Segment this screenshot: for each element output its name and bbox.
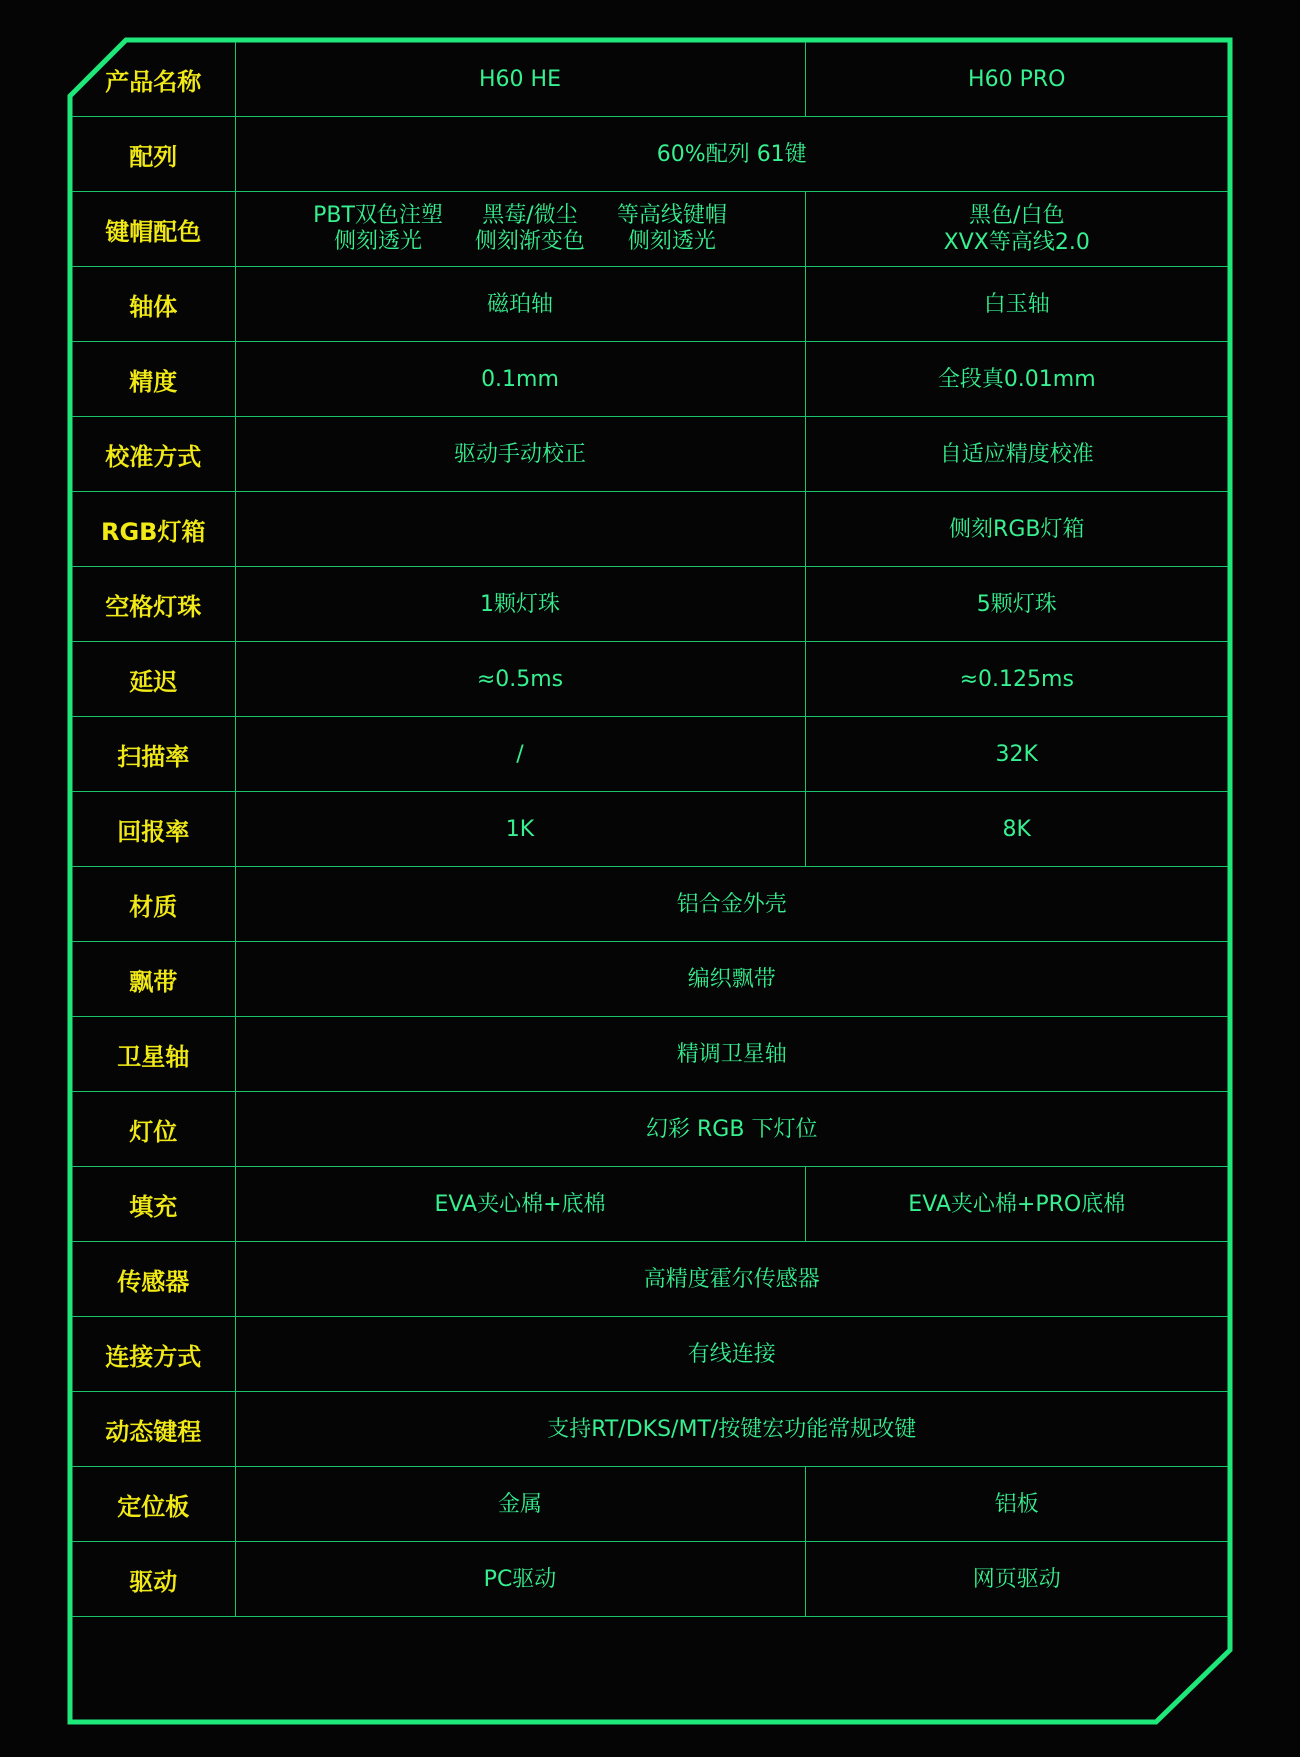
h60-pro-value: EVA夹心棉+PRO底棉	[805, 1167, 1228, 1242]
h60-he-value: H60 HE	[235, 42, 805, 117]
h60-he-value: PC驱动	[235, 1542, 805, 1617]
h60-pro-value: H60 PRO	[805, 42, 1228, 117]
keycap-option	[313, 203, 443, 255]
keycap-option	[475, 203, 585, 255]
row-label: RGB灯箱	[72, 492, 235, 567]
row-label: 动态键程	[72, 1392, 235, 1467]
row-precision	[72, 342, 1228, 417]
row-label: 延迟	[72, 642, 235, 717]
row-light-position	[72, 1092, 1228, 1167]
row-keycap-color	[72, 192, 1228, 267]
row-connection	[72, 1317, 1228, 1392]
h60-pro-value	[805, 192, 1228, 267]
row-label: 产品名称	[72, 42, 235, 117]
row-ribbon	[72, 942, 1228, 1017]
keycap-option-line: 侧刻透光	[627, 229, 716, 254]
row-rgb-lightbox	[72, 492, 1228, 567]
row-label: 连接方式	[72, 1317, 235, 1392]
shared-value: 铝合金外壳	[235, 867, 1228, 942]
row-label: 飘带	[72, 942, 235, 1017]
h60-pro-value: 自适应精度校准	[805, 417, 1228, 492]
row-label: 精度	[72, 342, 235, 417]
row-label: 扫描率	[72, 717, 235, 792]
row-scan-rate	[72, 717, 1228, 792]
h60-pro-value: 白玉轴	[805, 267, 1228, 342]
h60-pro-value: 网页驱动	[805, 1542, 1228, 1617]
h60-he-value	[235, 492, 805, 567]
row-label: 填充	[72, 1167, 235, 1242]
shared-value: 编织飘带	[235, 942, 1228, 1017]
h60-he-value	[235, 192, 805, 267]
h60-he-value: 磁珀轴	[235, 267, 805, 342]
h60-he-value: 1K	[235, 792, 805, 867]
row-label: 轴体	[72, 267, 235, 342]
row-label: 回报率	[72, 792, 235, 867]
row-plate	[72, 1467, 1228, 1542]
row-driver	[72, 1542, 1228, 1617]
keycap-option-line: 等高线键帽	[616, 203, 727, 228]
h60-he-value: 金属	[235, 1467, 805, 1542]
h60-he-value: 0.1mm	[235, 342, 805, 417]
keycap-option	[617, 203, 727, 255]
keycap-option-line: 侧刻渐变色	[474, 229, 585, 254]
row-polling-rate	[72, 792, 1228, 867]
row-latency	[72, 642, 1228, 717]
h60-he-value: 驱动手动校正	[235, 417, 805, 492]
row-label: 键帽配色	[72, 192, 235, 267]
h60-pro-value: ≈0.125ms	[805, 642, 1228, 717]
row-label: 卫星轴	[72, 1017, 235, 1092]
shared-value: 有线连接	[235, 1317, 1228, 1392]
h60-pro-value: 8K	[805, 792, 1228, 867]
keycap-option-line: PBT双色注塑	[313, 203, 443, 228]
row-switch	[72, 267, 1228, 342]
h60-he-value: EVA夹心棉+底棉	[235, 1167, 805, 1242]
row-label: 定位板	[72, 1467, 235, 1542]
row-label: 传感器	[72, 1242, 235, 1317]
h60-pro-value: 32K	[805, 717, 1228, 792]
row-label: 配列	[72, 117, 235, 192]
row-sensor	[72, 1242, 1228, 1317]
row-material	[72, 867, 1228, 942]
shared-value: 60%配列 61键	[235, 117, 1228, 192]
row-spacebar-leds	[72, 567, 1228, 642]
spec-comparison-table	[72, 42, 1228, 1617]
shared-value: 高精度霍尔传感器	[235, 1242, 1228, 1317]
shared-value: 精调卫星轴	[235, 1017, 1228, 1092]
keycap-pro-line: XVX等高线2.0	[943, 230, 1090, 255]
keycap-pro-line: 黑色/白色	[969, 203, 1065, 228]
row-label: 材质	[72, 867, 235, 942]
row-stabilizer	[72, 1017, 1228, 1092]
row-layout	[72, 117, 1228, 192]
row-product-name	[72, 42, 1228, 117]
h60-he-value: ≈0.5ms	[235, 642, 805, 717]
shared-value: 幻彩 RGB 下灯位	[235, 1092, 1228, 1167]
shared-value: 支持RT/DKS/MT/按键宏功能常规改键	[235, 1392, 1228, 1467]
keycap-option-line: 黑莓/微尘	[482, 203, 578, 228]
row-label: 驱动	[72, 1542, 235, 1617]
h60-pro-value: 5颗灯珠	[805, 567, 1228, 642]
row-calibration	[72, 417, 1228, 492]
h60-pro-value: 侧刻RGB灯箱	[805, 492, 1228, 567]
h60-he-value: 1颗灯珠	[235, 567, 805, 642]
row-label: 校准方式	[72, 417, 235, 492]
row-label: 灯位	[72, 1092, 235, 1167]
h60-pro-value: 全段真0.01mm	[805, 342, 1228, 417]
h60-pro-value: 铝板	[805, 1467, 1228, 1542]
keycap-option-line: 侧刻透光	[333, 229, 422, 254]
row-label: 空格灯珠	[72, 567, 235, 642]
h60-he-value: /	[235, 717, 805, 792]
row-filling	[72, 1167, 1228, 1242]
row-dynamic-keystroke	[72, 1392, 1228, 1467]
